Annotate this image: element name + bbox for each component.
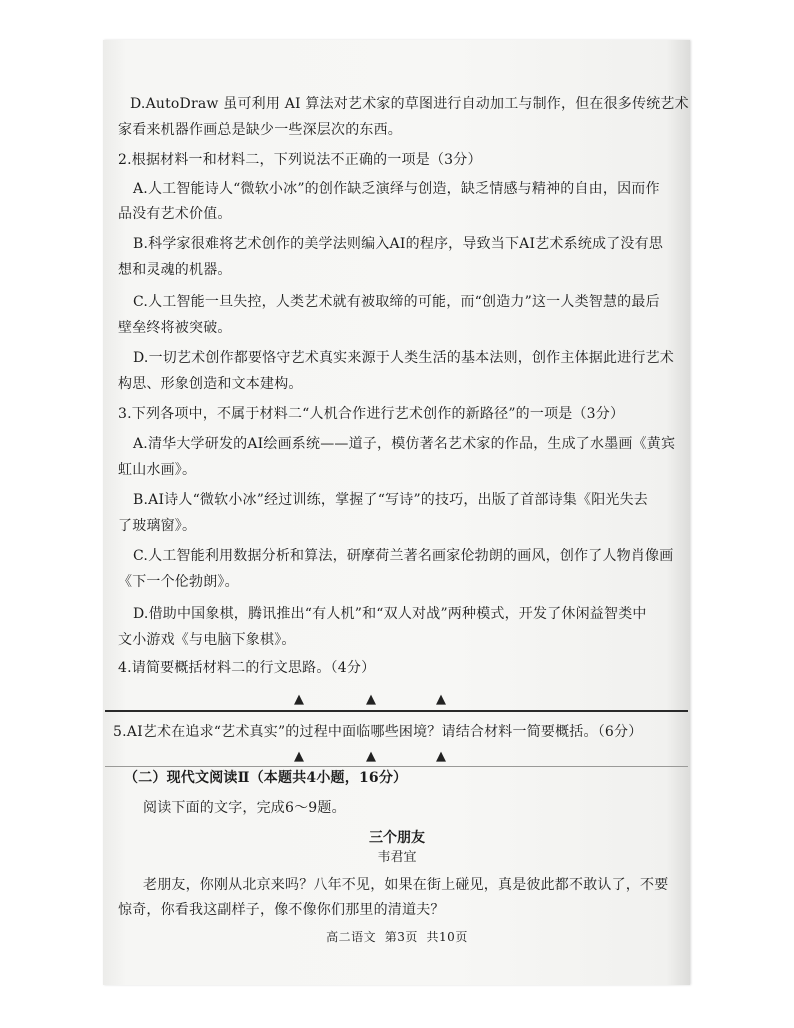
section-2-heading: （二）现代文阅读Ⅱ（本题共4小题，16分） bbox=[124, 770, 408, 786]
answer-divider-line-faint bbox=[105, 766, 688, 767]
q5-stem: 5.AI艺术在追求“艺术真实”的过程中面临哪些困境？请结合材料一简要概括。（6分） bbox=[113, 724, 643, 740]
q5-answer-mark-1: ▲ bbox=[294, 749, 304, 764]
q3-option-c-line-2: 《下一个伦勃朗》。 bbox=[118, 574, 239, 590]
q3-stem: 3.下列各项中，不属于材料二“人机合作进行艺术创作的新路径”的一项是（3分） bbox=[118, 406, 625, 422]
q3-option-c-line-1: C.人工智能利用数据分析和算法，研摩荷兰著名画家伦勃朗的画风，创作了人物肖像画 bbox=[133, 548, 674, 564]
q2-option-a-line-1: A.人工智能诗人“微软小冰”的创作缺乏演绎与创造，缺乏情感与精神的自由，因而作 bbox=[133, 181, 660, 197]
passage-paragraph-1-line-1: 老朋友，你刚从北京来吗？八年不见，如果在街上碰见，真是彼此都不敢认了，不要 bbox=[143, 877, 669, 893]
q2-option-c-line-2: 壁垒终将被突破。 bbox=[118, 320, 232, 336]
q3-option-a-line-2: 虹山水画》。 bbox=[118, 462, 197, 478]
q3-option-a-line-1: A.清华大学研发的AI绘画系统——道子，模仿著名艺术家的作品，生成了水墨画《黄宾 bbox=[133, 436, 676, 452]
q4-stem: 4.请简要概括材料二的行文思路。（4分） bbox=[118, 660, 376, 676]
q4-answer-mark-1: ▲ bbox=[294, 692, 304, 707]
q1-option-d-line-2: 家看来机器作画总是缺少一些深层次的东西。 bbox=[118, 122, 402, 138]
q3-option-d-line-2: 文小游戏《与电脑下象棋》。 bbox=[118, 632, 296, 648]
passage-paragraph-1-line-2: 惊奇，你看我这副样子，像不像你们那里的清道夫？ bbox=[118, 902, 445, 918]
page-footer: 高二语文 第3页 共10页 bbox=[326, 930, 468, 944]
q2-option-a-line-2: 品没有艺术价值。 bbox=[118, 206, 232, 222]
q3-option-b-line-2: 了玻璃窗》。 bbox=[118, 518, 197, 534]
q1-option-d-line-1: D.AutoDraw 虽可利用 AI 算法对艺术家的草图进行自动加工与制作，但在很多传统艺术 bbox=[130, 96, 689, 112]
q2-option-c-line-1: C.人工智能一旦失控，人类艺术就有被取缔的可能，而“创造力”这一人类智慧的最后 bbox=[133, 294, 660, 310]
q4-answer-mark-3: ▲ bbox=[436, 692, 446, 707]
q4-answer-mark-2: ▲ bbox=[366, 692, 376, 707]
q2-option-b-line-2: 想和灵魂的机器。 bbox=[118, 262, 232, 278]
q5-answer-mark-3: ▲ bbox=[436, 749, 446, 764]
answer-divider-line bbox=[105, 710, 688, 712]
q3-option-b-line-1: B.AI诗人“微软小冰”经过训练，掌握了“写诗”的技巧，出版了首部诗集《阳光失去 bbox=[133, 492, 649, 508]
passage-author: 韦君宜 bbox=[377, 850, 417, 865]
section-2-instruction: 阅读下面的文字，完成6～9题。 bbox=[143, 800, 346, 816]
q5-answer-mark-2: ▲ bbox=[366, 749, 376, 764]
q2-option-d-line-1: D.一切艺术创作都要恪守艺术真实来源于人类生活的基本法则，创作主体据此进行艺术 bbox=[133, 350, 674, 366]
q3-option-d-line-1: D.借助中国象棋，腾讯推出“有人机”和“双人对战”两种模式，开发了休闲益智类中 bbox=[133, 606, 647, 622]
q2-option-b-line-1: B.科学家很难将艺术创作的美学法则编入AI的程序，导致当下AI艺术系统成了没有思 bbox=[133, 236, 664, 252]
passage-title: 三个朋友 bbox=[369, 830, 425, 846]
q2-stem: 2.根据材料一和材料二，下列说法不正确的一项是（3分） bbox=[118, 152, 482, 168]
q2-option-d-line-2: 构思、形象创造和文本建构。 bbox=[118, 376, 303, 392]
